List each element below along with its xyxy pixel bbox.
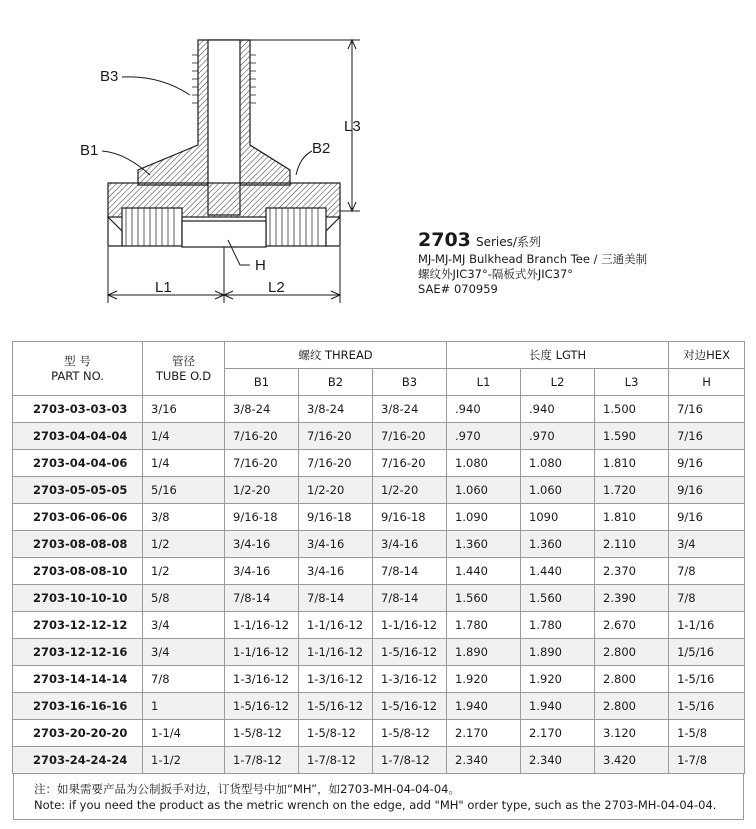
table-cell: 1.080 — [521, 450, 595, 477]
table-cell: 1.080 — [447, 450, 521, 477]
table-cell: .970 — [521, 423, 595, 450]
header-part-en: PART NO. — [51, 368, 104, 383]
fitting-body — [108, 40, 340, 247]
header-tube-en: TUBE O.D — [155, 368, 212, 383]
table-cell: 9/16 — [669, 504, 745, 531]
part-number-cell: 2703-20-20-20 — [13, 720, 143, 747]
part-number-cell: 2703-05-05-05 — [13, 477, 143, 504]
table-cell: 1/2 — [143, 558, 225, 585]
product-info — [418, 230, 738, 297]
label-b2: B2 — [312, 140, 331, 157]
product-thread: 螺纹外JIC37°-隔板式外JIC37° — [418, 267, 574, 281]
table-cell: 7/16-20 — [225, 450, 299, 477]
table-cell: 1-5/16-12 — [373, 693, 447, 720]
table-cell: 1.060 — [447, 477, 521, 504]
table-cell: 5/16 — [143, 477, 225, 504]
table-cell: 1.500 — [595, 396, 669, 423]
notes — [13, 774, 744, 820]
table-row — [13, 396, 745, 423]
label-b3: B3 — [100, 68, 119, 85]
product-name: MJ-MJ-MJ Bulkhead Branch Tee / 三通美制 — [418, 252, 648, 266]
table-cell: 1.440 — [521, 558, 595, 585]
table-cell: 9/16 — [669, 477, 745, 504]
table-cell: 2.670 — [595, 612, 669, 639]
table-cell: 1.810 — [595, 504, 669, 531]
table-cell: 2.110 — [595, 531, 669, 558]
table-cell: .940 — [521, 396, 595, 423]
table-row — [13, 558, 745, 585]
table-cell: 1-1/16-12 — [373, 612, 447, 639]
table-row — [13, 666, 745, 693]
table-row — [13, 450, 745, 477]
header-tube-cn: 管径 — [172, 353, 195, 368]
table-cell: 3/4 — [669, 531, 745, 558]
part-number-cell: 2703-10-10-10 — [13, 585, 143, 612]
table-cell: .970 — [447, 423, 521, 450]
table-cell: .940 — [447, 396, 521, 423]
header-b1: B1 — [225, 369, 299, 396]
table-cell: 1.060 — [521, 477, 595, 504]
table-cell: 1-5/8-12 — [299, 720, 373, 747]
table-cell: 1/5/16 — [669, 639, 745, 666]
spec-table — [12, 341, 745, 774]
header-length: 长度 LGTH — [447, 342, 669, 369]
label-l3: L3 — [344, 118, 361, 135]
table-cell: 7/16 — [669, 423, 745, 450]
table-cell: 2.170 — [521, 720, 595, 747]
series-code: 2703 — [418, 229, 471, 251]
table-cell: 7/8-14 — [373, 585, 447, 612]
table-cell: 1-1/2 — [143, 747, 225, 774]
table-cell: 3/4 — [143, 612, 225, 639]
table-cell: 1.940 — [521, 693, 595, 720]
table-cell: 1-7/8-12 — [373, 747, 447, 774]
table-cell: 1-5/16 — [669, 666, 745, 693]
table-cell: 3/8 — [143, 504, 225, 531]
table-cell: 1.440 — [447, 558, 521, 585]
header-thread: 螺纹 THREAD — [225, 342, 447, 369]
table-cell: 7/8-14 — [373, 558, 447, 585]
table-cell: 9/16-18 — [373, 504, 447, 531]
table-cell: 2.370 — [595, 558, 669, 585]
table-cell: 1-1/16-12 — [225, 612, 299, 639]
table-cell: 1.940 — [447, 693, 521, 720]
part-number-cell: 2703-03-03-03 — [13, 396, 143, 423]
table-cell: 7/8 — [669, 585, 745, 612]
table-cell: 7/16 — [669, 396, 745, 423]
fitting-drawing — [60, 25, 380, 315]
series-label: Series/系列 — [475, 235, 541, 249]
table-cell: 1.590 — [595, 423, 669, 450]
table-header — [13, 342, 745, 396]
table-cell: 1-5/8-12 — [225, 720, 299, 747]
table-cell: 1/2 — [143, 531, 225, 558]
table-cell: 3/4 — [143, 639, 225, 666]
table-cell: 1/4 — [143, 450, 225, 477]
table-row — [13, 612, 745, 639]
table-row — [13, 720, 745, 747]
table-cell: 1 — [143, 693, 225, 720]
table-cell: 1.920 — [521, 666, 595, 693]
table-cell: 2.340 — [447, 747, 521, 774]
part-number-cell: 2703-04-04-04 — [13, 423, 143, 450]
table-cell: 7/8-14 — [225, 585, 299, 612]
table-cell: 1-1/4 — [143, 720, 225, 747]
table-cell: 3/4-16 — [373, 531, 447, 558]
table-cell: 1.560 — [521, 585, 595, 612]
table-cell: 1.890 — [447, 639, 521, 666]
part-number-cell: 2703-04-04-06 — [13, 450, 143, 477]
table-cell: 1.810 — [595, 450, 669, 477]
part-number-cell: 2703-08-08-08 — [13, 531, 143, 558]
header-l1: L1 — [447, 369, 521, 396]
table-cell: 1/2-20 — [225, 477, 299, 504]
table-cell: 2.800 — [595, 666, 669, 693]
table-cell: 1.090 — [447, 504, 521, 531]
table-cell: 2.340 — [521, 747, 595, 774]
table-row — [13, 639, 745, 666]
table-cell: 1-5/16-12 — [299, 693, 373, 720]
table-cell: 7/16-20 — [299, 450, 373, 477]
table-cell: 5/8 — [143, 585, 225, 612]
table-cell: 9/16-18 — [299, 504, 373, 531]
table-cell: 7/16-20 — [299, 423, 373, 450]
header-l3: L3 — [595, 369, 669, 396]
table-row — [13, 531, 745, 558]
series-heading — [418, 230, 738, 252]
table-cell: 1.920 — [447, 666, 521, 693]
header-part-cn: 型 号 — [64, 353, 91, 368]
table-cell: 1-5/8-12 — [373, 720, 447, 747]
part-number-cell: 2703-12-12-12 — [13, 612, 143, 639]
table-cell: 1.780 — [521, 612, 595, 639]
part-number-cell: 2703-24-24-24 — [13, 747, 143, 774]
table-cell: 1-7/8-12 — [225, 747, 299, 774]
table-cell: 1.560 — [447, 585, 521, 612]
table-cell: 7/8 — [143, 666, 225, 693]
table-cell: 1-1/16-12 — [225, 639, 299, 666]
product-sae: SAE# 070959 — [418, 282, 498, 296]
table-cell: 3/8-24 — [225, 396, 299, 423]
part-number-cell: 2703-08-08-10 — [13, 558, 143, 585]
header-l2: L2 — [521, 369, 595, 396]
part-number-cell: 2703-06-06-06 — [13, 504, 143, 531]
table-cell: 1-1/16-12 — [299, 612, 373, 639]
table-cell: 1-3/16-12 — [299, 666, 373, 693]
table-cell: 7/16-20 — [373, 450, 447, 477]
part-number-cell: 2703-14-14-14 — [13, 666, 143, 693]
table-cell: 3/4-16 — [225, 558, 299, 585]
table-cell: 1-7/8-12 — [299, 747, 373, 774]
table-cell: 9/16-18 — [225, 504, 299, 531]
table-cell: 1-5/16 — [669, 693, 745, 720]
table-cell: 2.390 — [595, 585, 669, 612]
table-cell: 3/4-16 — [299, 558, 373, 585]
table-cell: 1/4 — [143, 423, 225, 450]
header-tube-od — [143, 342, 225, 396]
table-cell: 1.780 — [447, 612, 521, 639]
note-en: Note: if you need the product as the metric wrench on the edge, add "MH" order type, such as the 2703-MH-04-04-04. — [34, 798, 717, 812]
table-cell: 3/4-16 — [225, 531, 299, 558]
table-row — [13, 423, 745, 450]
table-cell: 2.800 — [595, 639, 669, 666]
table-cell: 1/2-20 — [373, 477, 447, 504]
table-cell: 7/8 — [669, 558, 745, 585]
header-h: H — [669, 369, 745, 396]
table-cell: 3.120 — [595, 720, 669, 747]
table-row — [13, 747, 745, 774]
table-cell: 1.360 — [447, 531, 521, 558]
table-cell: 3/8-24 — [299, 396, 373, 423]
label-l2: L2 — [268, 279, 285, 296]
table-row — [13, 477, 745, 504]
table-cell: 1-5/16-12 — [225, 693, 299, 720]
label-l1: L1 — [155, 279, 172, 296]
table-cell: 2.800 — [595, 693, 669, 720]
table-row — [13, 693, 745, 720]
table-cell: 1-3/16-12 — [373, 666, 447, 693]
table-cell: 3/4-16 — [299, 531, 373, 558]
table-body — [13, 396, 745, 774]
label-b1: B1 — [80, 142, 99, 159]
table-row — [13, 504, 745, 531]
table-cell: 1-5/8 — [669, 720, 745, 747]
table-cell: 1090 — [521, 504, 595, 531]
table-cell: 1/2-20 — [299, 477, 373, 504]
table-cell: 2.170 — [447, 720, 521, 747]
note-cn: 注：如果需要产品为公制扳手对边，订货型号中加“MH”，如2703-MH-04-04-04。 — [34, 782, 460, 796]
table-cell: 3/8-24 — [373, 396, 447, 423]
part-number-cell: 2703-12-12-16 — [13, 639, 143, 666]
table-cell: 1.720 — [595, 477, 669, 504]
table-cell: 1-3/16-12 — [225, 666, 299, 693]
table-cell: 3/16 — [143, 396, 225, 423]
table-cell: 7/8-14 — [299, 585, 373, 612]
table-cell: 1-7/8 — [669, 747, 745, 774]
header-b2: B2 — [299, 369, 373, 396]
table-cell: 1-1/16 — [669, 612, 745, 639]
table-cell: 1-1/16-12 — [299, 639, 373, 666]
table-row — [13, 585, 745, 612]
part-number-cell: 2703-16-16-16 — [13, 693, 143, 720]
table-cell: 1.360 — [521, 531, 595, 558]
table-cell: 7/16-20 — [225, 423, 299, 450]
table-cell: 9/16 — [669, 450, 745, 477]
header-part-no — [13, 342, 143, 396]
label-h: H — [255, 257, 266, 274]
table-cell: 1-5/16-12 — [373, 639, 447, 666]
table-cell: 1.890 — [521, 639, 595, 666]
header-hex: 对边HEX — [669, 342, 745, 369]
table-cell: 3.420 — [595, 747, 669, 774]
header-b3: B3 — [373, 369, 447, 396]
table-cell: 7/16-20 — [373, 423, 447, 450]
